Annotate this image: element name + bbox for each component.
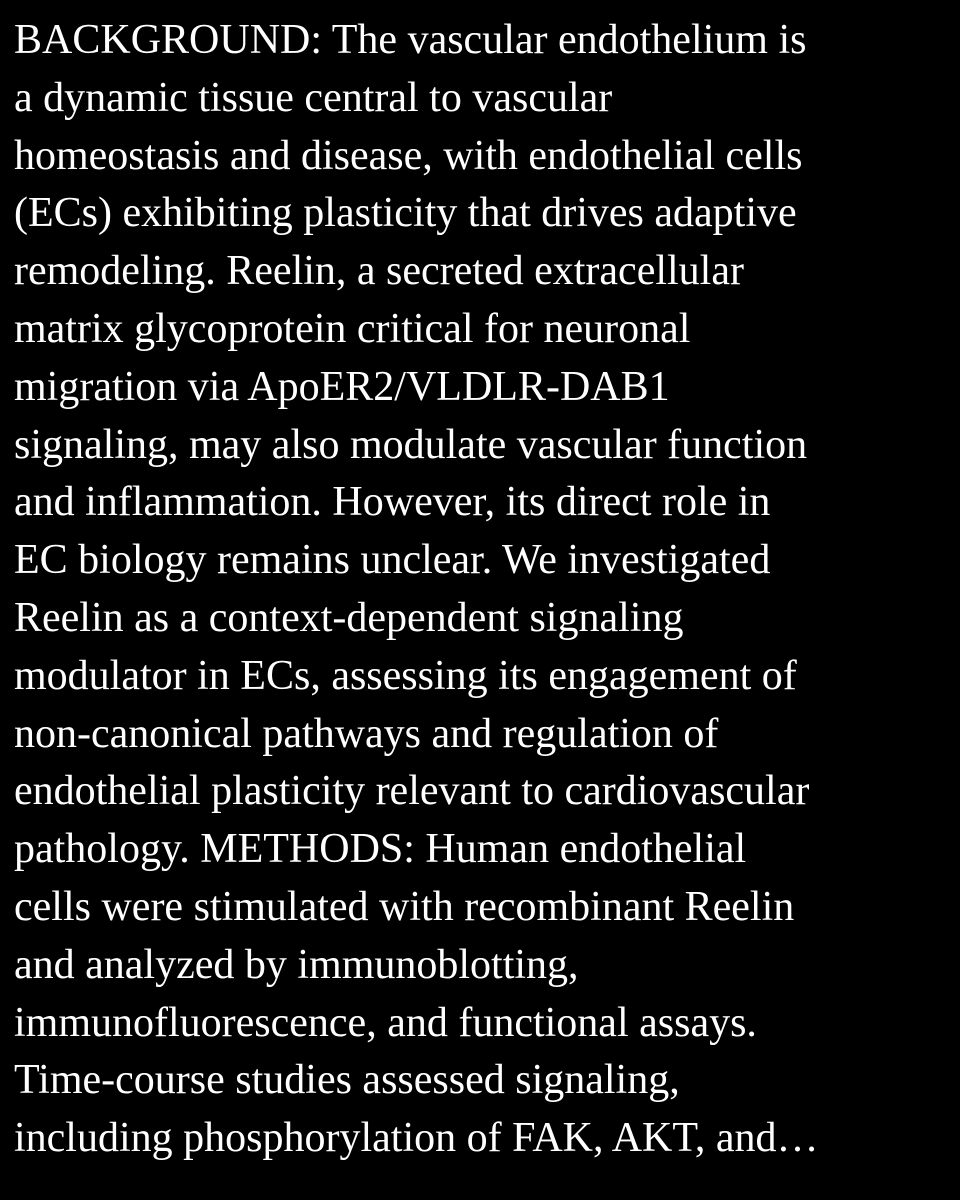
abstract-line: endothelial plasticity relevant to cardiovascular [14,768,810,815]
abstract-line: EC biology remains unclear. We investigated [14,537,771,584]
abstract-line: including phosphorylation of FAK, AKT, and… [14,1115,819,1162]
abstract-line: matrix glycoprotein critical for neuronal [14,305,691,352]
abstract-line: and analyzed by immunoblotting, [14,941,579,988]
abstract-line: immunofluorescence, and functional assays. [14,999,757,1046]
abstract-line: and inflammation. However, its direct role in [14,479,771,526]
abstract-line: migration via ApoER2/VLDLR-DAB1 [14,363,670,410]
abstract-line: signaling, may also modulate vascular function [14,421,808,468]
abstract-text [14,12,946,1168]
abstract-line: Reelin as a context-dependent signaling [14,594,684,641]
abstract-line: BACKGROUND: The vascular endothelium is [14,17,807,63]
abstract-line: a dynamic tissue central to vascular [14,74,613,121]
abstract-line: pathology. METHODS: Human endothelial [14,826,747,873]
abstract-line: remodeling. Reelin, a secreted extracellular [14,248,744,295]
abstract-line: cells were stimulated with recombinant Reelin [14,883,795,930]
abstract-line: Time-course studies assessed signaling, [14,1057,680,1104]
abstract-line: non-canonical pathways and regulation of [14,710,719,757]
abstract-line: homeostasis and disease, with endothelial cells [14,132,803,179]
abstract-line: modulator in ECs, assessing its engagement of [14,652,797,699]
abstract-line: (ECs) exhibiting plasticity that drives adaptive [14,190,797,237]
